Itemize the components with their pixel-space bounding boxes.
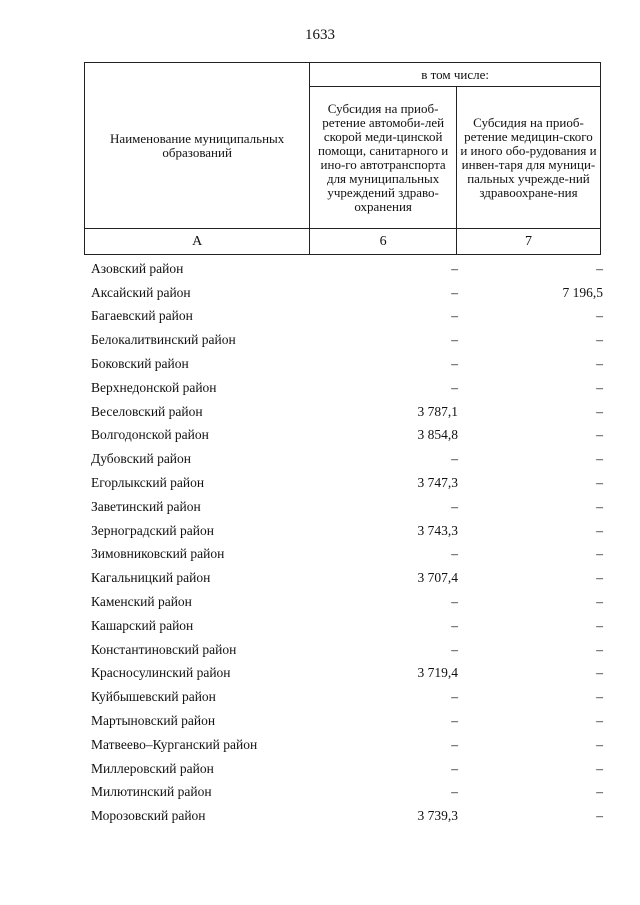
column-6-value: – [451, 284, 458, 300]
column-6-value: – [451, 546, 458, 562]
table-row [84, 471, 604, 495]
municipality-name: Заветинский район [91, 498, 201, 514]
column-7-value: – [596, 641, 603, 657]
column-6-value: – [451, 689, 458, 705]
table-row [84, 519, 604, 543]
table-row [84, 566, 604, 590]
municipality-name: Веселовский район [91, 403, 203, 419]
table-row [84, 733, 604, 757]
municipality-name: Кашарский район [91, 617, 194, 633]
municipality-name: Боковский район [91, 356, 189, 372]
municipality-name: Миллеровский район [91, 760, 214, 776]
column-6-value: – [451, 617, 458, 633]
column-7-value: – [596, 617, 603, 633]
column-7-value: – [596, 451, 603, 467]
column-7-value: – [596, 689, 603, 705]
table-row [84, 305, 604, 329]
column-6-value: 3 743,3 [417, 522, 458, 538]
column-7-value: – [596, 665, 603, 681]
column-7-value: – [596, 546, 603, 562]
table-row [84, 638, 604, 662]
column-6-value: 3 787,1 [417, 403, 458, 419]
municipality-name: Багаевский район [91, 308, 193, 324]
column-6-value: 3 719,4 [417, 665, 458, 681]
column-6-value: – [451, 379, 458, 395]
column-6-value: – [451, 641, 458, 657]
table-row [84, 495, 604, 519]
table-row [84, 662, 604, 686]
table-row [84, 685, 604, 709]
table-row [84, 709, 604, 733]
municipality-name: Зерноградский район [91, 522, 214, 538]
column-6-value: 3 739,3 [417, 808, 458, 824]
municipality-name: Егорлыкский район [91, 475, 205, 491]
column-6-value: – [451, 308, 458, 324]
column-6-value: – [451, 713, 458, 729]
column-6-value: – [451, 760, 458, 776]
column-6-value: – [451, 736, 458, 752]
column-7-value: – [596, 760, 603, 776]
column-7-value: – [596, 356, 603, 372]
municipality-name: Морозовский район [91, 808, 206, 824]
table-header [84, 62, 601, 255]
municipality-name: Матвеево–Курганский район [91, 736, 258, 752]
table-row [84, 352, 604, 376]
municipality-name: Красносулинский район [91, 665, 231, 681]
column-7-value: – [596, 713, 603, 729]
column-7-value: – [596, 403, 603, 419]
column-6-value: 3 707,4 [417, 570, 458, 586]
column-6-value: 3 854,8 [417, 427, 458, 443]
municipality-name: Милютинский район [91, 784, 212, 800]
column-7-value: – [596, 570, 603, 586]
column-7-value: – [596, 260, 603, 276]
table-row [84, 281, 604, 305]
column-7-value: – [596, 736, 603, 752]
table-body [84, 257, 604, 828]
table-row [84, 447, 604, 471]
column-7-value: – [596, 498, 603, 514]
table-row [84, 543, 604, 567]
column-7-label: 7 [456, 229, 600, 255]
municipality-name: Азовский район [91, 260, 184, 276]
column-6-value: – [451, 594, 458, 610]
municipality-name: Верхнедонской район [91, 379, 217, 395]
table-row [84, 400, 604, 424]
column-6-value: – [451, 784, 458, 800]
table-row [84, 757, 604, 781]
column-7-value: – [596, 784, 603, 800]
municipality-name: Константиновский район [91, 641, 237, 657]
table-row [84, 257, 604, 281]
municipality-name: Кагальницкий район [91, 570, 211, 586]
municipality-name-column-header: Наименование муниципальных образований [85, 63, 310, 229]
table-row [84, 781, 604, 805]
page-number: 1633 [305, 27, 335, 43]
municipality-name: Волгодонской район [91, 427, 209, 443]
column-6-value: – [451, 332, 458, 348]
table-row [84, 590, 604, 614]
column-6-value: – [451, 356, 458, 372]
table-row [84, 424, 604, 448]
column-7-value: – [596, 379, 603, 395]
column-a-label: А [85, 229, 310, 255]
column-6-value: – [451, 451, 458, 467]
column-7-value: – [596, 427, 603, 443]
municipality-name: Аксайский район [91, 284, 191, 300]
table-row [84, 376, 604, 400]
column-7-value: 7 196,5 [562, 284, 603, 300]
municipality-name: Зимовниковский район [91, 546, 225, 562]
table-row [84, 328, 604, 352]
column-7-value: – [596, 308, 603, 324]
column-6-value: 3 747,3 [417, 475, 458, 491]
table-row [84, 804, 604, 828]
column-6-description: Субсидия на приоб-ретение автомоби-лей скорой меди-цинской помощи, санитарного и ино-го автотранспорта для муниципальных учреждений здраво-охранения [310, 87, 457, 229]
municipality-name: Мартыновский район [91, 713, 216, 729]
municipality-name: Дубовский район [91, 451, 192, 467]
column-7-value: – [596, 475, 603, 491]
column-7-description: Субсидия на приоб-ретение медицин-ского и иного обо-рудования и инвен-таря для муници-пальных учрежде-ний здравоохране-ния [456, 87, 600, 229]
column-6-label: 6 [310, 229, 457, 255]
column-7-value: – [596, 594, 603, 610]
municipality-name: Куйбышевский район [91, 689, 216, 705]
including-header: в том числе: [310, 63, 601, 87]
column-7-value: – [596, 522, 603, 538]
column-6-value: – [451, 260, 458, 276]
column-7-value: – [596, 332, 603, 348]
municipality-name: Белокалитвинский район [91, 332, 236, 348]
column-6-value: – [451, 498, 458, 514]
table-row [84, 614, 604, 638]
municipality-name: Каменский район [91, 594, 192, 610]
column-7-value: – [596, 808, 603, 824]
